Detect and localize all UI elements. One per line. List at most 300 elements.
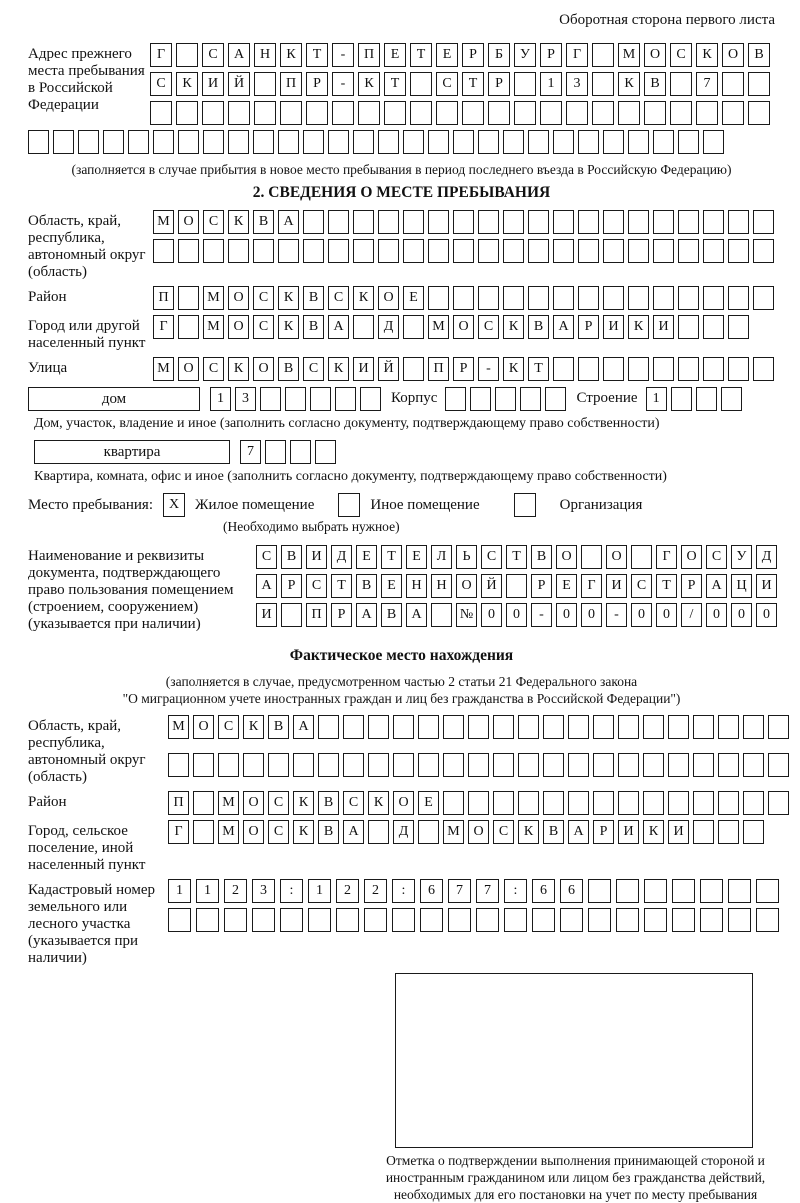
char-box[interactable] [756,908,779,932]
char-box[interactable] [364,908,387,932]
char-box[interactable]: 7 [240,440,261,464]
char-box[interactable]: - [531,603,552,627]
char-box[interactable]: Е [418,791,439,815]
char-box[interactable] [168,908,191,932]
char-box[interactable]: И [202,72,224,96]
char-box[interactable] [728,879,751,903]
char-box[interactable]: 0 [481,603,502,627]
char-box[interactable] [503,210,524,234]
char-box[interactable] [368,715,389,739]
char-box[interactable] [378,239,399,263]
char-box[interactable]: В [381,603,402,627]
char-box[interactable] [644,879,667,903]
char-box[interactable] [560,908,583,932]
char-box[interactable]: О [228,286,249,310]
char-box[interactable] [672,908,695,932]
char-box[interactable]: О [722,43,744,67]
char-box[interactable] [670,101,692,125]
char-box[interactable] [718,791,739,815]
char-box[interactable] [453,210,474,234]
char-box[interactable] [545,387,566,411]
char-box[interactable] [743,753,764,777]
char-box[interactable]: М [203,315,224,339]
char-box[interactable] [520,387,541,411]
char-box[interactable] [336,908,359,932]
char-box[interactable]: 1 [308,879,331,903]
char-box[interactable] [653,357,674,381]
char-box[interactable] [428,210,449,234]
char-box[interactable] [403,315,424,339]
char-box[interactable] [703,239,724,263]
char-box[interactable] [310,387,331,411]
char-box[interactable] [443,791,464,815]
char-box[interactable] [176,43,198,67]
char-box[interactable] [78,130,99,154]
char-box[interactable] [518,715,539,739]
char-box[interactable]: : [280,879,303,903]
char-box[interactable]: 3 [235,387,256,411]
char-box[interactable] [748,72,770,96]
char-box[interactable] [393,715,414,739]
char-box[interactable] [431,603,452,627]
char-box[interactable]: М [153,210,174,234]
char-box[interactable] [368,753,389,777]
char-box[interactable]: М [203,286,224,310]
char-box[interactable]: М [153,357,174,381]
char-box[interactable] [668,791,689,815]
char-box[interactable] [403,357,424,381]
char-box[interactable] [436,101,458,125]
char-box[interactable] [568,715,589,739]
char-box[interactable] [678,315,699,339]
char-box[interactable]: 0 [506,603,527,627]
char-box[interactable]: А [706,574,727,598]
char-box[interactable] [468,791,489,815]
char-box[interactable] [653,286,674,310]
char-box[interactable]: У [514,43,536,67]
char-box[interactable]: П [428,357,449,381]
char-box[interactable]: П [168,791,189,815]
char-box[interactable] [703,357,724,381]
char-box[interactable] [753,286,774,310]
char-box[interactable] [514,101,536,125]
char-box[interactable] [643,791,664,815]
char-box[interactable]: В [528,315,549,339]
char-box[interactable] [618,791,639,815]
char-box[interactable]: 7 [476,879,499,903]
char-box[interactable]: - [332,43,354,67]
char-box[interactable] [703,130,724,154]
char-box[interactable]: Р [462,43,484,67]
char-box[interactable]: С [253,315,274,339]
char-box[interactable] [403,239,424,263]
char-box[interactable] [218,753,239,777]
char-box[interactable] [343,753,364,777]
char-box[interactable]: - [606,603,627,627]
char-box[interactable]: И [668,820,689,844]
char-box[interactable] [328,130,349,154]
char-box[interactable] [193,753,214,777]
char-box[interactable]: К [643,820,664,844]
char-box[interactable] [503,286,524,310]
char-box[interactable]: С [481,545,502,569]
char-box[interactable] [203,130,224,154]
char-box[interactable]: Н [431,574,452,598]
char-box[interactable]: Т [306,43,328,67]
char-box[interactable] [495,387,516,411]
char-box[interactable]: С [256,545,277,569]
char-box[interactable] [328,239,349,263]
char-box[interactable]: С [436,72,458,96]
char-box[interactable] [392,908,415,932]
char-box[interactable]: Н [254,43,276,67]
char-box[interactable] [293,753,314,777]
char-box[interactable] [243,753,264,777]
char-box[interactable]: С [478,315,499,339]
char-box[interactable]: К [353,286,374,310]
char-box[interactable]: Г [656,545,677,569]
checkbox-organization[interactable] [514,493,536,517]
char-box[interactable] [671,387,692,411]
char-box[interactable]: О [378,286,399,310]
char-box[interactable] [265,440,286,464]
char-box[interactable]: 7 [696,72,718,96]
char-box[interactable] [290,440,311,464]
char-box[interactable] [353,239,374,263]
char-box[interactable] [428,286,449,310]
char-box[interactable]: У [731,545,752,569]
char-box[interactable] [543,715,564,739]
char-box[interactable] [328,210,349,234]
char-box[interactable] [53,130,74,154]
char-box[interactable] [353,315,374,339]
char-box[interactable]: 2 [336,879,359,903]
char-box[interactable]: О [178,210,199,234]
char-box[interactable] [193,820,214,844]
char-box[interactable]: К [278,315,299,339]
char-box[interactable]: Р [681,574,702,598]
char-box[interactable] [743,715,764,739]
char-box[interactable]: 6 [560,879,583,903]
char-box[interactable] [318,753,339,777]
char-box[interactable] [588,879,611,903]
char-box[interactable] [503,239,524,263]
char-box[interactable] [493,715,514,739]
char-box[interactable]: К [293,820,314,844]
char-box[interactable]: С [150,72,172,96]
char-box[interactable] [303,239,324,263]
char-box[interactable] [254,101,276,125]
char-box[interactable]: О [228,315,249,339]
char-box[interactable] [588,908,611,932]
char-box[interactable]: В [748,43,770,67]
char-box[interactable] [306,101,328,125]
char-box[interactable]: О [606,545,627,569]
char-box[interactable] [303,130,324,154]
char-box[interactable]: С [493,820,514,844]
char-box[interactable] [581,545,602,569]
char-box[interactable] [252,908,275,932]
char-box[interactable] [628,357,649,381]
char-box[interactable] [253,130,274,154]
char-box[interactable] [768,791,789,815]
char-box[interactable] [335,387,356,411]
char-box[interactable]: Р [281,574,302,598]
char-box[interactable] [616,879,639,903]
char-box[interactable] [628,239,649,263]
char-box[interactable]: С [203,357,224,381]
char-box[interactable]: Е [381,574,402,598]
char-box[interactable] [428,130,449,154]
char-box[interactable]: К [176,72,198,96]
char-box[interactable]: Г [150,43,172,67]
char-box[interactable] [478,130,499,154]
char-box[interactable] [722,101,744,125]
char-box[interactable]: 1 [210,387,231,411]
char-box[interactable]: И [606,574,627,598]
char-box[interactable] [176,101,198,125]
char-box[interactable]: С [670,43,692,67]
char-box[interactable]: Г [168,820,189,844]
char-box[interactable] [224,908,247,932]
char-box[interactable] [743,820,764,844]
char-box[interactable]: 0 [706,603,727,627]
char-box[interactable]: 2 [224,879,247,903]
char-box[interactable] [553,130,574,154]
char-box[interactable]: П [153,286,174,310]
char-box[interactable]: К [618,72,640,96]
char-box[interactable]: О [468,820,489,844]
char-box[interactable]: Р [331,603,352,627]
char-box[interactable]: С [343,791,364,815]
char-box[interactable] [696,387,717,411]
char-box[interactable] [228,130,249,154]
char-box[interactable] [618,101,640,125]
char-box[interactable] [260,387,281,411]
char-box[interactable]: Ц [731,574,752,598]
char-box[interactable] [672,879,695,903]
char-box[interactable] [678,286,699,310]
char-box[interactable] [353,210,374,234]
char-box[interactable]: Р [306,72,328,96]
char-box[interactable]: Р [593,820,614,844]
char-box[interactable]: Т [410,43,432,67]
char-box[interactable] [568,791,589,815]
char-box[interactable] [453,130,474,154]
char-box[interactable] [693,791,714,815]
char-box[interactable] [553,357,574,381]
char-box[interactable]: М [218,791,239,815]
char-box[interactable]: О [243,820,264,844]
char-box[interactable] [668,715,689,739]
char-box[interactable] [696,101,718,125]
char-box[interactable]: Д [331,545,352,569]
char-box[interactable]: Д [393,820,414,844]
char-box[interactable] [728,210,749,234]
char-box[interactable] [578,286,599,310]
char-box[interactable] [103,130,124,154]
char-box[interactable] [578,357,599,381]
char-box[interactable] [514,72,536,96]
char-box[interactable] [468,753,489,777]
char-box[interactable] [493,791,514,815]
char-box[interactable] [693,715,714,739]
char-box[interactable]: С [253,286,274,310]
char-box[interactable] [528,210,549,234]
char-box[interactable]: К [503,315,524,339]
char-box[interactable] [518,791,539,815]
char-box[interactable]: 0 [656,603,677,627]
char-box[interactable] [728,315,749,339]
char-box[interactable] [592,101,614,125]
char-box[interactable]: С [706,545,727,569]
char-box[interactable]: А [553,315,574,339]
char-box[interactable] [593,791,614,815]
char-box[interactable] [506,574,527,598]
char-box[interactable]: О [243,791,264,815]
char-box[interactable]: О [253,357,274,381]
char-box[interactable]: А [568,820,589,844]
char-box[interactable]: Р [578,315,599,339]
char-box[interactable] [693,820,714,844]
char-box[interactable] [278,239,299,263]
char-box[interactable] [278,130,299,154]
char-box[interactable]: К [328,357,349,381]
char-box[interactable] [448,908,471,932]
char-box[interactable]: Е [356,545,377,569]
char-box[interactable] [178,286,199,310]
char-box[interactable]: С [218,715,239,739]
char-box[interactable]: 6 [532,879,555,903]
char-box[interactable]: О [178,357,199,381]
char-box[interactable] [315,440,336,464]
char-box[interactable]: С [203,210,224,234]
char-box[interactable]: 2 [364,879,387,903]
char-box[interactable] [628,130,649,154]
char-box[interactable]: Т [384,72,406,96]
char-box[interactable] [768,715,789,739]
char-box[interactable] [578,130,599,154]
char-box[interactable] [378,130,399,154]
char-box[interactable]: М [428,315,449,339]
char-box[interactable]: В [281,545,302,569]
char-box[interactable] [528,286,549,310]
char-box[interactable]: Е [403,286,424,310]
char-box[interactable] [678,210,699,234]
char-box[interactable] [478,286,499,310]
char-box[interactable] [644,101,666,125]
char-box[interactable] [578,239,599,263]
char-box[interactable]: И [653,315,674,339]
char-box[interactable] [384,101,406,125]
char-box[interactable] [503,130,524,154]
char-box[interactable]: 0 [556,603,577,627]
char-box[interactable]: И [256,603,277,627]
char-box[interactable] [228,239,249,263]
char-box[interactable] [628,286,649,310]
char-box[interactable] [643,715,664,739]
char-box[interactable]: В [644,72,666,96]
char-box[interactable]: И [603,315,624,339]
char-box[interactable] [593,715,614,739]
char-box[interactable] [28,130,49,154]
char-box[interactable]: С [202,43,224,67]
char-box[interactable] [703,315,724,339]
char-box[interactable]: 0 [756,603,777,627]
char-box[interactable] [553,239,574,263]
char-box[interactable]: А [293,715,314,739]
char-box[interactable]: Н [406,574,427,598]
char-box[interactable]: С [631,574,652,598]
char-box[interactable] [753,357,774,381]
char-box[interactable]: Й [378,357,399,381]
char-box[interactable]: К [243,715,264,739]
char-box[interactable] [540,101,562,125]
char-box[interactable] [678,130,699,154]
char-box[interactable] [453,239,474,263]
char-box[interactable] [722,72,744,96]
char-box[interactable]: А [228,43,250,67]
char-box[interactable] [410,72,432,96]
char-box[interactable] [478,210,499,234]
char-box[interactable] [628,210,649,234]
char-box[interactable] [703,286,724,310]
char-box[interactable]: 0 [631,603,652,627]
char-box[interactable]: Е [556,574,577,598]
char-box[interactable] [202,101,224,125]
char-box[interactable]: П [306,603,327,627]
char-box[interactable]: К [228,210,249,234]
char-box[interactable]: И [306,545,327,569]
char-box[interactable]: А [406,603,427,627]
char-box[interactable] [468,715,489,739]
char-box[interactable]: К [358,72,380,96]
char-box[interactable] [643,753,664,777]
char-box[interactable] [728,239,749,263]
char-box[interactable] [618,715,639,739]
char-box[interactable] [393,753,414,777]
char-box[interactable] [285,387,306,411]
char-box[interactable] [280,101,302,125]
char-box[interactable]: К [518,820,539,844]
char-box[interactable] [728,908,751,932]
char-box[interactable]: Г [581,574,602,598]
char-box[interactable] [700,908,723,932]
char-box[interactable] [410,101,432,125]
char-box[interactable] [253,239,274,263]
char-box[interactable]: А [343,820,364,844]
char-box[interactable] [743,791,764,815]
char-box[interactable] [718,820,739,844]
char-box[interactable] [203,239,224,263]
checkbox-other-premises[interactable] [338,493,360,517]
char-box[interactable]: Л [431,545,452,569]
char-box[interactable] [728,286,749,310]
char-box[interactable]: О [644,43,666,67]
char-box[interactable] [453,286,474,310]
char-box[interactable]: Р [540,43,562,67]
char-box[interactable] [303,210,324,234]
char-box[interactable]: К [628,315,649,339]
char-box[interactable] [403,210,424,234]
char-box[interactable]: 0 [731,603,752,627]
char-box[interactable]: А [356,603,377,627]
char-box[interactable] [753,210,774,234]
char-box[interactable] [603,130,624,154]
char-box[interactable]: С [306,574,327,598]
char-box[interactable] [603,210,624,234]
char-box[interactable]: В [318,820,339,844]
